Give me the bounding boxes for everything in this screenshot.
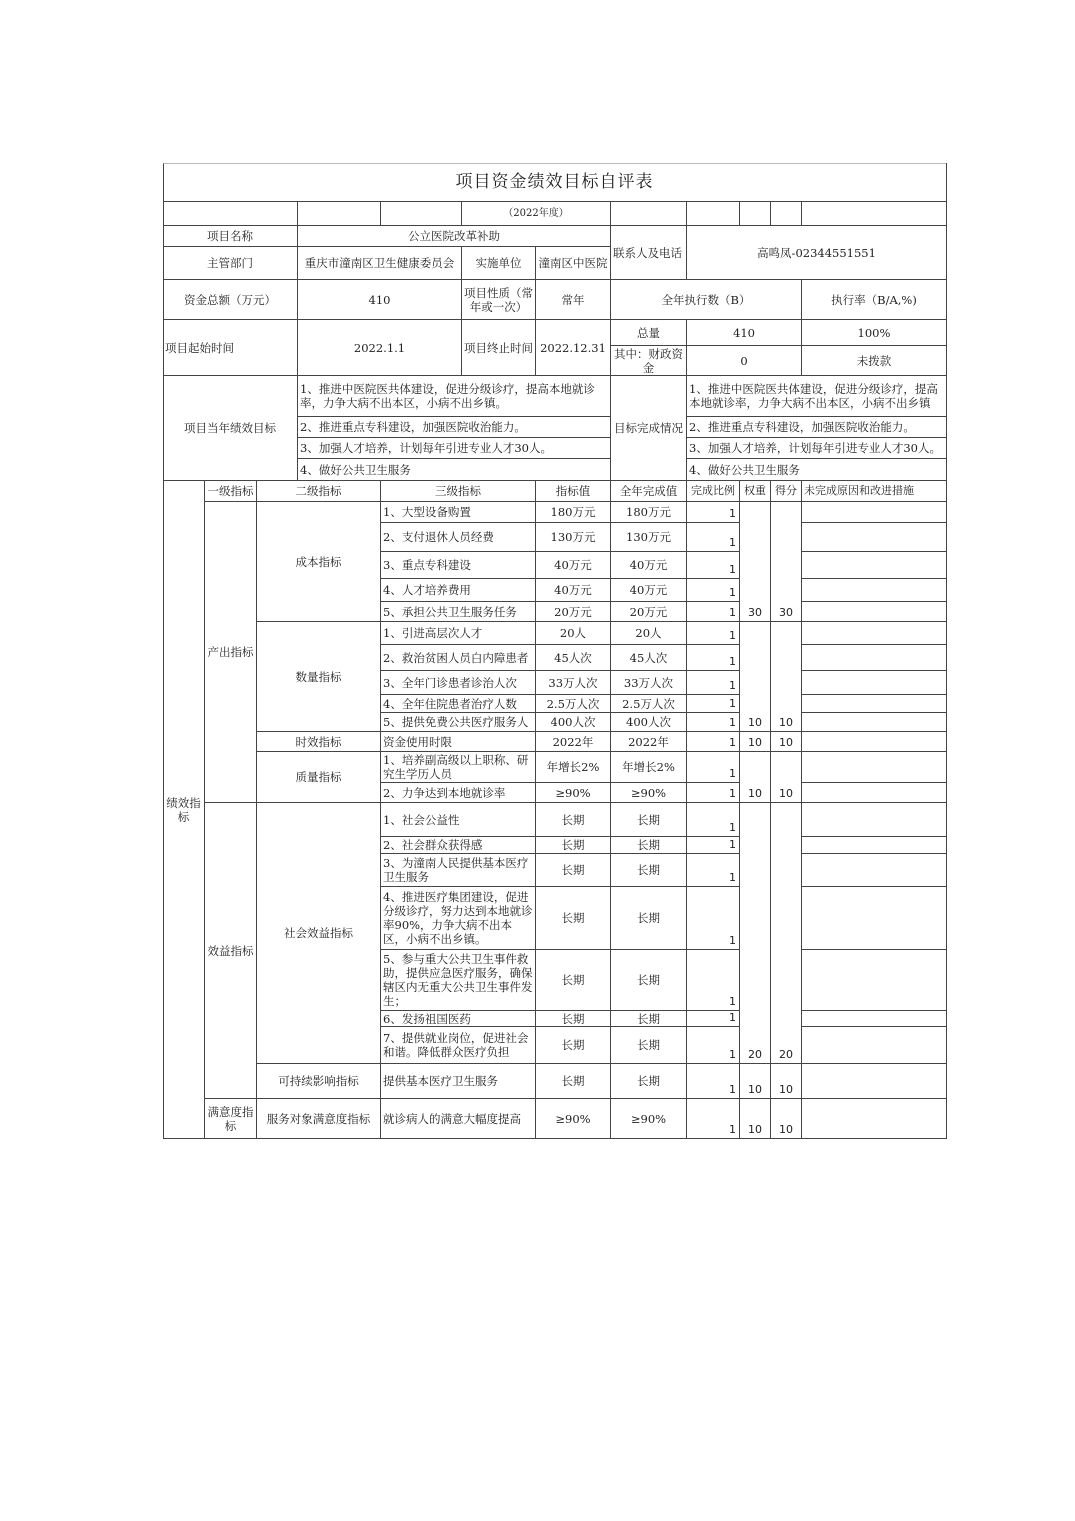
annual-label: 全年执行数（B） [611, 280, 802, 320]
indicator-name: 1、培养副高级以上职称、研究生学历人员 [381, 752, 536, 783]
indicator-actual: 33万人次 [611, 671, 687, 695]
start-value: 2022.1.1 [298, 320, 462, 376]
reason-cell [802, 837, 947, 854]
goals-label: 项目当年绩效目标 [163, 376, 298, 481]
blank-cell [298, 202, 381, 226]
lvl2-cost: 成本指标 [257, 502, 381, 622]
indicator-target: 长期 [536, 887, 611, 950]
completion-ratio: 1 [687, 1064, 740, 1099]
fiscal-value: 0 [687, 346, 802, 376]
indicator-actual: ≥90% [611, 783, 687, 803]
indicator-name: 2、社会群众获得感 [381, 837, 536, 854]
indicator-target: 45人次 [536, 645, 611, 671]
reason-cell [802, 695, 947, 713]
exec-value: 潼南区中医院 [536, 247, 611, 280]
goal-item-4: 4、做好公共卫生服务 [298, 459, 611, 481]
total-rate: 100% [802, 320, 947, 346]
completion-ratio: 1 [687, 1011, 740, 1027]
reason-cell [802, 887, 947, 950]
header-lvl1: 一级指标 [205, 481, 257, 502]
weight-cell: 20 [740, 803, 771, 1064]
indicator-name: 4、全年住院患者治疗人数 [381, 695, 536, 713]
goals-done-label: 目标完成情况 [611, 376, 687, 481]
reason-cell [802, 645, 947, 671]
self-evaluation-sheet [163, 163, 947, 1139]
indicator-name: 1、社会公益性 [381, 803, 536, 837]
indicator-actual: 180万元 [611, 502, 687, 523]
indicator-target: 年增长2% [536, 752, 611, 783]
goal-item-2: 2、推进重点专科建设，加强医院收治能力。 [298, 417, 611, 438]
indicator-target: 130万元 [536, 523, 611, 552]
reason-cell [802, 732, 947, 752]
completion-ratio: 1 [687, 837, 740, 854]
completion-ratio: 1 [687, 783, 740, 803]
indicator-target: 长期 [536, 1027, 611, 1064]
header-score: 得分 [771, 481, 802, 502]
completion-ratio: 1 [687, 1027, 740, 1064]
blank-cell [802, 202, 947, 226]
score-cell: 10 [771, 1064, 802, 1099]
indicator-actual: 长期 [611, 950, 687, 1011]
lvl1-output: 产出指标 [205, 502, 257, 803]
completion-ratio: 1 [687, 579, 740, 602]
total-label: 总量 [611, 320, 687, 346]
indicator-target: 长期 [536, 1064, 611, 1099]
lvl1-benefit: 效益指标 [205, 803, 257, 1099]
header-ratio: 完成比例 [687, 481, 740, 502]
indicator-target: 长期 [536, 854, 611, 887]
completion-ratio: 1 [687, 695, 740, 713]
exec-label: 实施单位 [462, 247, 536, 280]
reason-cell [802, 579, 947, 602]
score-cell: 30 [771, 502, 802, 622]
project-name-label: 项目名称 [163, 226, 298, 247]
indicator-actual: 40万元 [611, 552, 687, 579]
indicator-target: 20万元 [536, 602, 611, 622]
reason-cell [802, 950, 947, 1011]
indicator-actual: 400人次 [611, 713, 687, 732]
weight-cell: 10 [740, 1099, 771, 1139]
reason-cell [802, 523, 947, 552]
indicator-target: 180万元 [536, 502, 611, 523]
lvl2-quality: 质量指标 [257, 752, 381, 803]
indicator-actual: 130万元 [611, 523, 687, 552]
completion-ratio: 1 [687, 732, 740, 752]
reason-cell [802, 1099, 947, 1139]
done-item-2: 2、推进重点专科建设，加强医院收治能力。 [687, 417, 947, 438]
indicator-actual: 45人次 [611, 645, 687, 671]
end-value: 2022.12.31 [536, 320, 611, 376]
fiscal-label: 其中：财政资金 [611, 346, 687, 376]
indicator-actual: 长期 [611, 887, 687, 950]
reason-cell [802, 502, 947, 523]
indicator-target: 33万人次 [536, 671, 611, 695]
contact-label: 联系人及电话 [611, 226, 687, 280]
nature-value: 常年 [536, 280, 611, 320]
header-lvl3: 三级指标 [381, 481, 536, 502]
indicator-target: 40万元 [536, 579, 611, 602]
lvl2-quantity: 数量指标 [257, 622, 381, 732]
reason-cell [802, 752, 947, 783]
header-weight: 权重 [740, 481, 771, 502]
done-item-3: 3、加强人才培养，计划每年引进专业人才30人。 [687, 438, 947, 459]
lvl2-social: 社会效益指标 [257, 803, 381, 1064]
sheet-title: 项目资金绩效目标自评表 [163, 163, 947, 202]
goal-item-1: 1、推进中医院医共体建设，促进分级诊疗，提高本地就诊率，力争大病不出本区，小病不出乡镇。 [298, 376, 611, 417]
dept-label: 主管部门 [163, 247, 298, 280]
completion-ratio: 1 [687, 887, 740, 950]
reason-cell [802, 803, 947, 837]
indicator-target: 40万元 [536, 552, 611, 579]
reason-cell [802, 783, 947, 803]
score-cell: 10 [771, 1099, 802, 1139]
indicator-actual: 长期 [611, 1064, 687, 1099]
weight-cell: 10 [740, 732, 771, 752]
completion-ratio: 1 [687, 671, 740, 695]
weight-cell: 10 [740, 752, 771, 803]
rate-label: 执行率（B/A,%) [802, 280, 947, 320]
completion-ratio: 1 [687, 602, 740, 622]
completion-ratio: 1 [687, 803, 740, 837]
reason-cell [802, 1064, 947, 1099]
indicator-name: 1、引进高层次人才 [381, 622, 536, 645]
indicator-name: 3、全年门诊患者诊治人次 [381, 671, 536, 695]
indicator-actual: 长期 [611, 1011, 687, 1027]
indicator-target: 长期 [536, 1011, 611, 1027]
lvl2-sustainable: 可持续影响指标 [257, 1064, 381, 1099]
completion-ratio: 1 [687, 523, 740, 552]
completion-ratio: 1 [687, 502, 740, 523]
reason-cell [802, 622, 947, 645]
reason-cell [802, 602, 947, 622]
indicator-actual: 2.5万人次 [611, 695, 687, 713]
indicator-target: 2022年 [536, 732, 611, 752]
indicator-name: 4、推进医疗集团建设，促进分级诊疗，努力达到本地就诊率90%，力争大病不出本区，小病不出乡镇。 [381, 887, 536, 950]
blank-cell [611, 202, 687, 226]
project-name-value: 公立医院改革补助 [298, 226, 611, 247]
indicator-actual: 2022年 [611, 732, 687, 752]
indicator-actual: 20万元 [611, 602, 687, 622]
fund-value: 410 [298, 280, 462, 320]
completion-ratio: 1 [687, 713, 740, 732]
fund-label: 资金总额（万元） [163, 280, 298, 320]
indicator-actual: 长期 [611, 803, 687, 837]
completion-ratio: 1 [687, 950, 740, 1011]
indicator-actual: 长期 [611, 854, 687, 887]
lvl1-satisfaction: 满意度指标 [205, 1099, 257, 1139]
indicator-name: 6、发扬祖国医药 [381, 1011, 536, 1027]
indicator-name: 3、重点专科建设 [381, 552, 536, 579]
indicator-name: 5、参与重大公共卫生事件救助，提供应急医疗服务，确保辖区内无重大公共卫生事件发生； [381, 950, 536, 1011]
indicator-name: 7、提供就业岗位，促进社会和谐。降低群众医疗负担 [381, 1027, 536, 1064]
blank-cell [687, 202, 740, 226]
indicator-name: 1、大型设备购置 [381, 502, 536, 523]
indicator-target: ≥90% [536, 783, 611, 803]
contact-value: 高鸣凤-02344551551 [687, 226, 947, 280]
weight-cell: 30 [740, 502, 771, 622]
blank-cell [771, 202, 802, 226]
indicator-name: 5、承担公共卫生服务任务 [381, 602, 536, 622]
indicator-target: 长期 [536, 837, 611, 854]
done-item-1: 1、推进中医院医共体建设，促进分级诊疗，提高本地就诊率，力争大病不出本区，小病不出乡镇 [687, 376, 947, 417]
evaluation-table [163, 163, 947, 1139]
blank-cell [163, 202, 298, 226]
year-label: （2022年度） [462, 202, 611, 226]
completion-ratio: 1 [687, 552, 740, 579]
indicator-target: 20人 [536, 622, 611, 645]
goal-item-3: 3、加强人才培养，计划每年引进专业人才30人。 [298, 438, 611, 459]
indicator-name: 资金使用时限 [381, 732, 536, 752]
indicator-target: 400人次 [536, 713, 611, 732]
reason-cell [802, 1011, 947, 1027]
indicator-actual: ≥90% [611, 1099, 687, 1139]
score-cell: 10 [771, 752, 802, 803]
completion-ratio: 1 [687, 752, 740, 783]
reason-cell [802, 552, 947, 579]
header-reason: 未完成原因和改进措施 [802, 481, 947, 502]
indicator-actual: 年增长2% [611, 752, 687, 783]
reason-cell [802, 854, 947, 887]
indicator-target: 2.5万人次 [536, 695, 611, 713]
indicator-name: 2、支付退休人员经费 [381, 523, 536, 552]
start-label: 项目起始时间 [163, 320, 298, 376]
indicator-target: ≥90% [536, 1099, 611, 1139]
indicator-target: 长期 [536, 803, 611, 837]
fiscal-rate: 未拨款 [802, 346, 947, 376]
lvl2-timeliness: 时效指标 [257, 732, 381, 752]
lvl2-service-satisfaction: 服务对象满意度指标 [257, 1099, 381, 1139]
blank-cell [740, 202, 771, 226]
blank-cell [381, 202, 462, 226]
done-item-4: 4、做好公共卫生服务 [687, 459, 947, 481]
weight-cell: 10 [740, 622, 771, 732]
reason-cell [802, 713, 947, 732]
dept-value: 重庆市潼南区卫生健康委员会 [298, 247, 462, 280]
indicator-actual: 40万元 [611, 579, 687, 602]
indicator-actual: 长期 [611, 1027, 687, 1064]
indicator-name: 2、救治贫困人员白内障患者 [381, 645, 536, 671]
indicator-name: 3、为潼南人民提供基本医疗卫生服务 [381, 854, 536, 887]
nature-label: 项目性质（常年或一次） [462, 280, 536, 320]
completion-ratio: 1 [687, 645, 740, 671]
indicator-name: 就诊病人的满意大幅度提高 [381, 1099, 536, 1139]
header-target: 指标值 [536, 481, 611, 502]
reason-cell [802, 671, 947, 695]
indicator-target: 长期 [536, 950, 611, 1011]
reason-cell [802, 1027, 947, 1064]
score-cell: 10 [771, 732, 802, 752]
header-actual: 全年完成值 [611, 481, 687, 502]
indicator-name: 提供基本医疗卫生服务 [381, 1064, 536, 1099]
completion-ratio: 1 [687, 622, 740, 645]
weight-cell: 10 [740, 1064, 771, 1099]
score-cell: 20 [771, 803, 802, 1064]
indicator-actual: 20人 [611, 622, 687, 645]
indicator-name: 5、提供免费公共医疗服务人 [381, 713, 536, 732]
end-label: 项目终止时间 [462, 320, 536, 376]
indicator-name: 2、力争达到本地就诊率 [381, 783, 536, 803]
indicator-name: 4、人才培养费用 [381, 579, 536, 602]
completion-ratio: 1 [687, 1099, 740, 1139]
perf-label: 绩效指标 [163, 481, 205, 1139]
header-lvl2: 二级指标 [257, 481, 381, 502]
indicator-actual: 长期 [611, 837, 687, 854]
total-value: 410 [687, 320, 802, 346]
score-cell: 10 [771, 622, 802, 732]
completion-ratio: 1 [687, 854, 740, 887]
